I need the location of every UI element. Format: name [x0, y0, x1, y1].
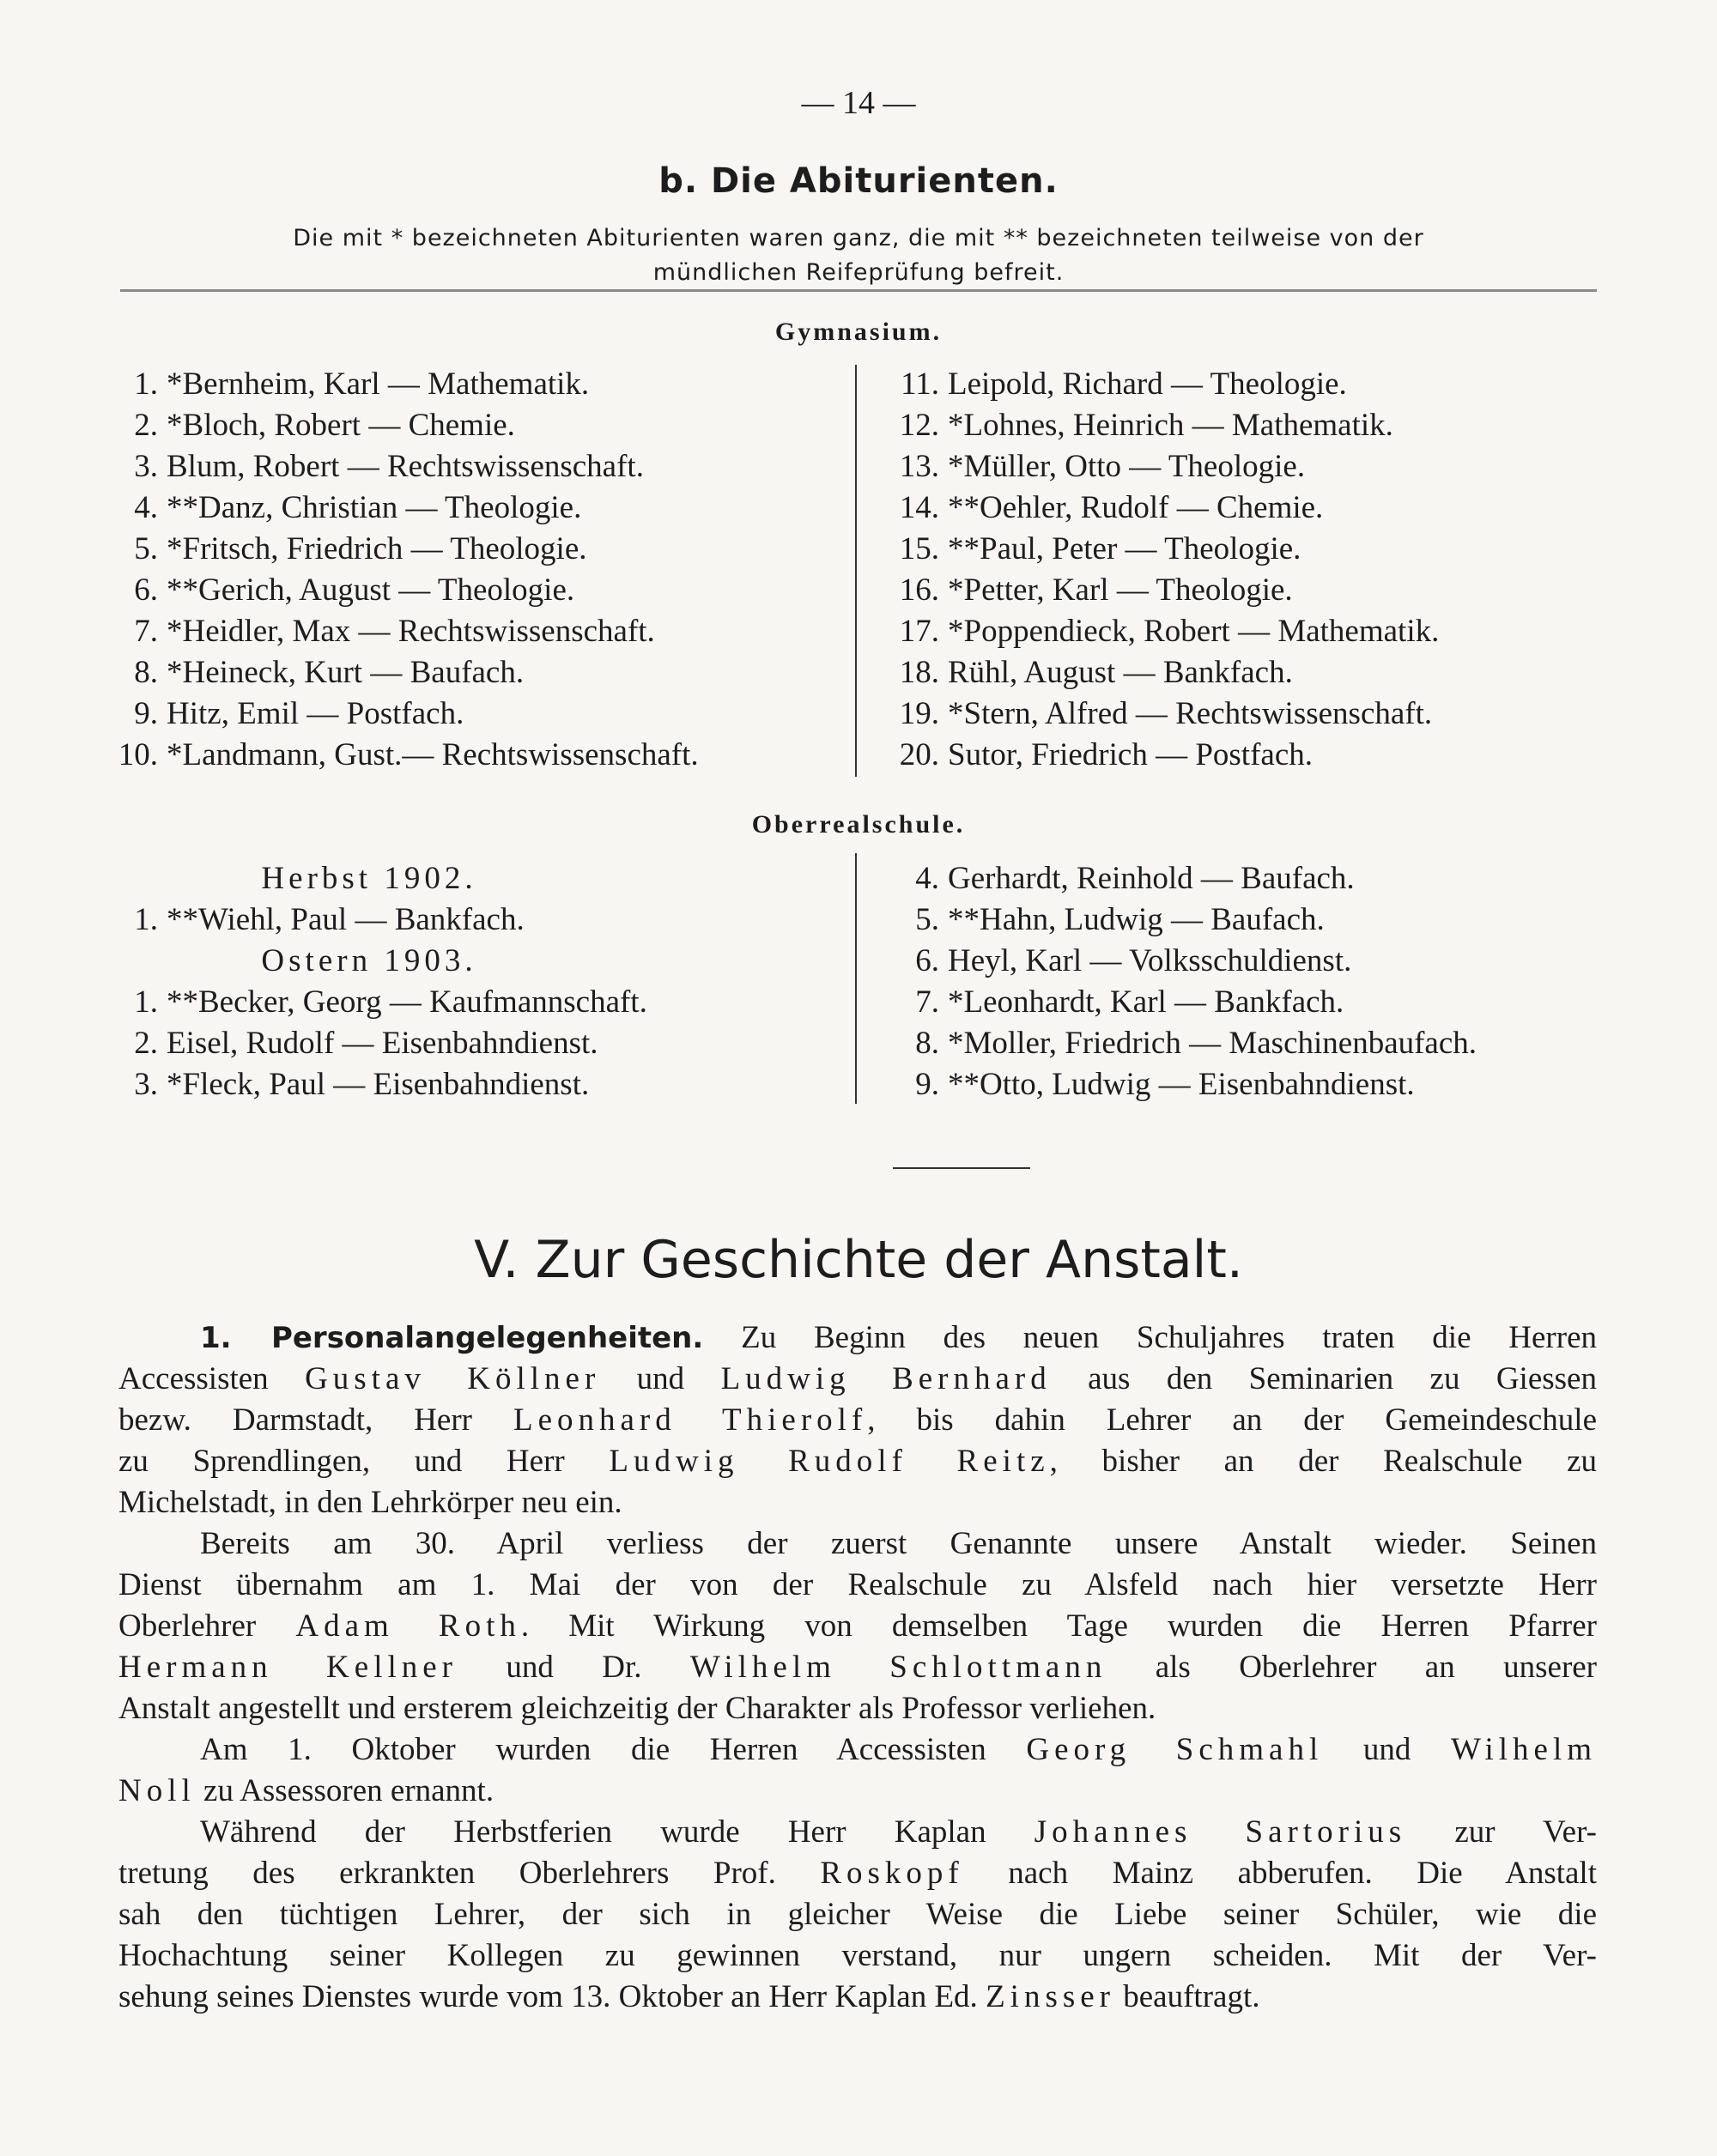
list-item: 10. *Landmann, Gust.— Rechtswissenschaft.	[118, 737, 699, 772]
list-item: 12. *Lohnes, Heinrich — Mathematik.	[899, 408, 1393, 443]
paragraph-line: Hermann Kellner und Dr. Wilhelm Schlottmann als Oberlehrer an unserer	[118, 1650, 1598, 1685]
list-item: 3. *Fleck, Paul — Eisenbahndienst.	[134, 1067, 590, 1102]
chapter-title: V. Zur Geschichte der Anstalt.	[474, 1230, 1243, 1290]
paragraph-line: Hochachtung seiner Kollegen zu gewinnen verstand, nur ungern scheiden. Mit der Ver-	[118, 1938, 1597, 1973]
oberrealschule-left-column	[103, 858, 841, 1105]
term-heading: Herbst 1902.	[261, 861, 477, 896]
list-item: 11. Leipold, Richard — Theologie.	[901, 366, 1347, 402]
list-item: 20. Sutor, Friedrich — Postfach.	[899, 737, 1313, 772]
list-item: 1. *Bernheim, Karl — Mathematik.	[134, 366, 590, 402]
divider-rule	[893, 1167, 1030, 1169]
note-line: Die mit * bezeichneten Abiturienten waren ganz, die mit ** bezeichneten teilweise von der	[293, 225, 1424, 251]
list-item: 4. **Danz, Christian — Theologie.	[134, 490, 582, 525]
paragraph-line: Bereits am 30. April verliess der zuerst Genannte unsere Anstalt wieder. Seinen	[200, 1526, 1597, 1561]
paragraph-line: Dienst übernahm am 1. Mai der von der Realschule zu Alsfeld nach hier versetzte Herr	[118, 1567, 1597, 1602]
paragraph-line: bezw. Darmstadt, Herr Leonhard Thierolf, bis dahin Lehrer an der Gemeindeschule	[118, 1402, 1597, 1438]
paragraph-line: Am 1. Oktober wurden die Herren Accessisten Georg Schmahl und Wilhelm	[200, 1732, 1597, 1767]
section-heading: 1. Personalangelegenheiten.	[200, 1321, 704, 1355]
gymnasium-list-right	[884, 364, 1439, 776]
list-item: 18. Rühl, August — Bankfach.	[899, 655, 1293, 690]
list-item: 16. *Petter, Karl — Theologie.	[899, 572, 1293, 608]
oberrealschule-heading: Oberrealschule.	[751, 810, 966, 839]
column-divider	[855, 853, 857, 1104]
list-item: 3. Blum, Robert — Rechtswissenschaft.	[134, 449, 644, 484]
term2-list	[103, 982, 841, 1105]
term-heading: Ostern 1903.	[261, 943, 477, 978]
list-item: 5. *Fritsch, Friedrich — Theologie.	[134, 531, 587, 566]
list-item: 9. Hitz, Emil — Postfach.	[134, 696, 464, 731]
history-text	[0, 1317, 1717, 2018]
list-item: 17. *Poppendieck, Robert — Mathematik.	[899, 614, 1440, 649]
list-item: 13. *Müller, Otto — Theologie.	[899, 449, 1306, 484]
paragraph-line: Während der Herbstferien wurde Herr Kaplan Johannes Sartorius zur Ver-	[200, 1814, 1597, 1850]
term1-list	[103, 899, 841, 941]
gymnasium-heading: Gymnasium.	[774, 318, 943, 346]
paragraph-line: Oberlehrer Adam Roth. Mit Wirkung von demselben Tage wurden die Herren Pfarrer	[118, 1608, 1597, 1644]
list-item: 8. *Heineck, Kurt — Baufach.	[134, 655, 525, 690]
paragraph-line: Anstalt angestellt und ersterem gleichzeitig der Charakter als Professor verliehen.	[118, 1691, 1156, 1726]
header-rule	[120, 289, 1597, 292]
paragraph-line: Noll zu Assessoren ernannt.	[118, 1773, 494, 1808]
paragraph-line: tretung des erkrankten Oberlehrers Prof. Roskopf nach Mainz abberufen. Die Anstalt	[118, 1856, 1597, 1891]
paragraph-line: sehung seines Dienstes wurde vom 13. Oktober an Herr Kaplan Ed. Zinsser beauftragt.	[118, 1979, 1260, 2014]
column-divider	[855, 365, 857, 777]
list-item: 14. **Oehler, Rudolf — Chemie.	[899, 490, 1324, 525]
paragraph-line: Accessisten Gustav Köllner und Ludwig Bernhard aus den Seminarien zu Giessen	[118, 1361, 1597, 1396]
section-title: b. Die Abiturienten.	[658, 161, 1059, 201]
list-item: 1. **Wiehl, Paul — Bankfach.	[134, 902, 525, 937]
list-item: 6. Heyl, Karl — Volksschuldienst.	[915, 943, 1352, 978]
exemption-note	[172, 221, 1545, 290]
paragraph-line: zu Sprendlingen, und Herr Ludwig Rudolf Reitz, bisher an der Realschule zu	[118, 1444, 1598, 1479]
list-item: 1. **Becker, Georg — Kaufmannschaft.	[134, 984, 647, 1020]
paragraph-line: Michelstadt, in den Lehrkörper neu ein.	[118, 1485, 622, 1520]
gymnasium-list-left	[103, 364, 699, 776]
list-item: 7. *Heidler, Max — Rechtswissenschaft.	[134, 614, 655, 649]
list-item: 6. **Gerich, August — Theologie.	[134, 572, 575, 608]
list-item: 9. **Otto, Ludwig — Eisenbahndienst.	[915, 1067, 1415, 1102]
list-item: 19. *Stern, Alfred — Rechtswissenschaft.	[899, 696, 1433, 731]
paragraph-line: 1. Personalangelegenheiten. Zu Beginn des neuen Schuljahres traten die Herren	[200, 1320, 1597, 1355]
paragraph-line: sah den tüchtigen Lehrer, der sich in gleicher Weise die Liebe seiner Schüler, wie die	[118, 1897, 1597, 1932]
list-item: 2. *Bloch, Robert — Chemie.	[134, 408, 515, 443]
list-item: 4. Gerhardt, Reinhold — Baufach.	[915, 861, 1355, 896]
list-item: 2. Eisel, Rudolf — Eisenbahndienst.	[134, 1026, 598, 1061]
list-item: 5. **Hahn, Ludwig — Baufach.	[915, 902, 1325, 937]
page-number: — 14 —	[801, 85, 916, 121]
list-item: 7. *Leonhardt, Karl — Bankfach.	[915, 984, 1344, 1020]
list-item: 8. *Moller, Friedrich — Maschinenbaufach.	[915, 1026, 1477, 1061]
oberrealschule-list-right	[884, 858, 1477, 1105]
list-item: 15. **Paul, Peter — Theologie.	[899, 531, 1301, 566]
note-line: mündlichen Reifeprüfung befreit.	[652, 259, 1065, 286]
